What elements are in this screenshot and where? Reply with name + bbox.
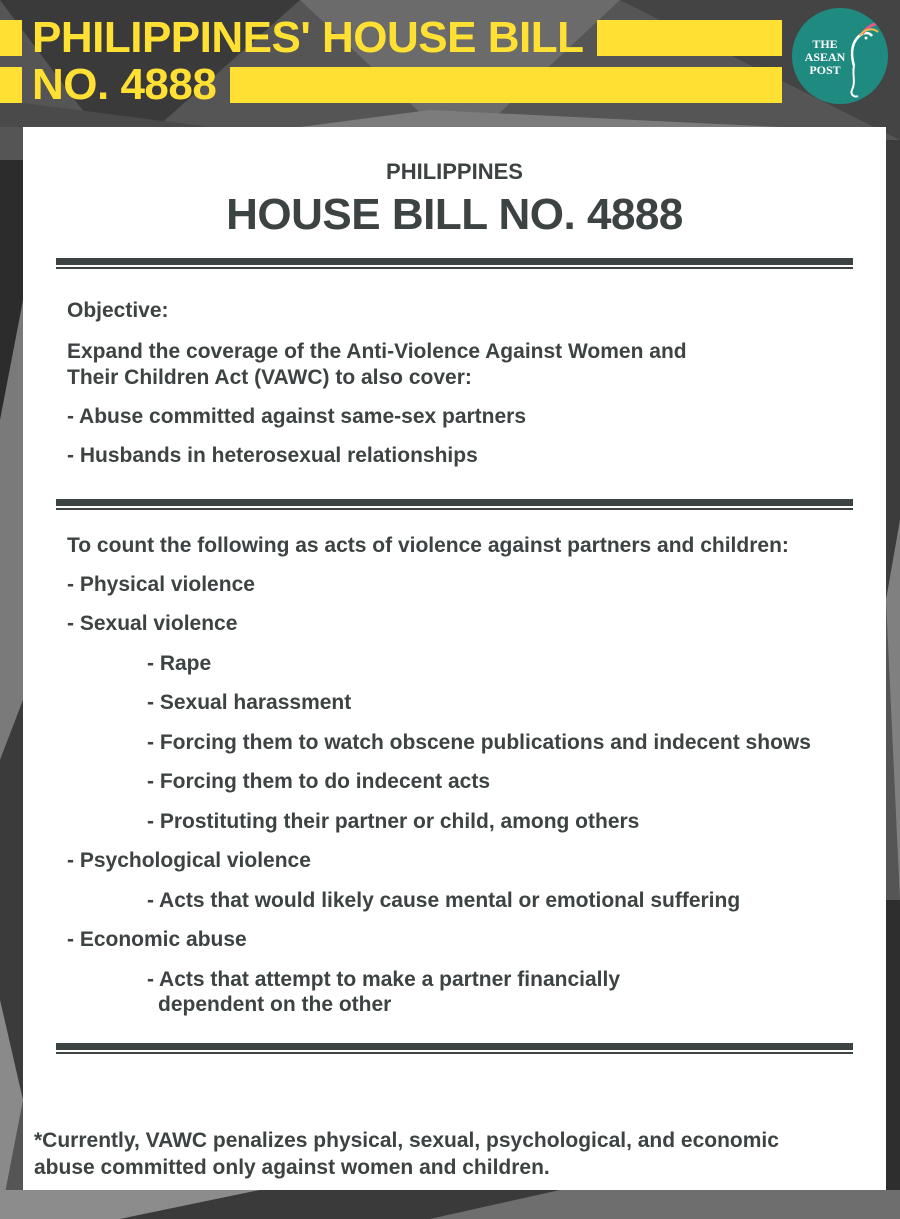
header-accent-bar-left [0, 20, 22, 56]
content-card [23, 127, 886, 1190]
header-title-line-2 [0, 60, 782, 109]
sexual-item: - Prostituting their partner or child, among others [147, 810, 640, 833]
footnote [34, 1127, 879, 1181]
sexual-item: - Forcing them to do indecent acts [147, 770, 491, 793]
footnote-line-2: abuse committed only against women and children. [34, 1156, 550, 1179]
sexual-item: - Sexual harassment [147, 691, 352, 714]
sexual-item: - Forcing them to watch obscene publications and indecent shows [147, 731, 811, 754]
economic-item-line-1: - Acts that attempt to make a partner financially [147, 968, 621, 991]
acts-intro: To count the following as acts of violence against partners and children: [67, 534, 789, 557]
act-psychological: - Psychological violence [67, 849, 311, 872]
act-sexual: - Sexual violence [67, 612, 238, 635]
footnote-line-1: *Currently, VAWC penalizes physical, sexual, psychological, and economic [34, 1129, 779, 1152]
logo-text-line-3: POST [809, 63, 841, 77]
objective-text-line-1: Expand the coverage of the Anti-Violence Against Women and [67, 340, 687, 363]
objective-label: Objective: [67, 299, 169, 322]
cover-item: - Husbands in heterosexual relationships [67, 444, 478, 467]
divider [56, 499, 853, 510]
cover-item: - Abuse committed against same-sex partners [67, 405, 527, 428]
country-label: PHILIPPINES [386, 159, 523, 184]
asean-post-logo [792, 8, 888, 104]
bill-title: HOUSE BILL NO. 4888 [226, 190, 683, 239]
header-title-text-1: PHILIPPINES' HOUSE BILL [32, 13, 584, 62]
header-accent-bar-left [0, 67, 22, 103]
psychological-item: - Acts that would likely cause mental or emotional suffering [147, 889, 741, 912]
divider [56, 1043, 853, 1054]
header-title-line-1 [0, 13, 782, 62]
logo-text-line-2: ASEAN [804, 50, 846, 64]
divider [56, 258, 853, 269]
economic-item-line-2: dependent on the other [158, 993, 392, 1016]
act-physical: - Physical violence [67, 573, 255, 596]
header-accent-bar-right [597, 20, 782, 56]
header-title-text-2: NO. 4888 [32, 60, 217, 109]
sexual-item: - Rape [147, 652, 212, 675]
act-economic: - Economic abuse [67, 928, 247, 951]
header-accent-bar-right [230, 67, 782, 103]
logo-text-line-1: THE [812, 37, 838, 51]
objective-text-line-2: Their Children Act (VAWC) to also cover: [67, 366, 472, 389]
